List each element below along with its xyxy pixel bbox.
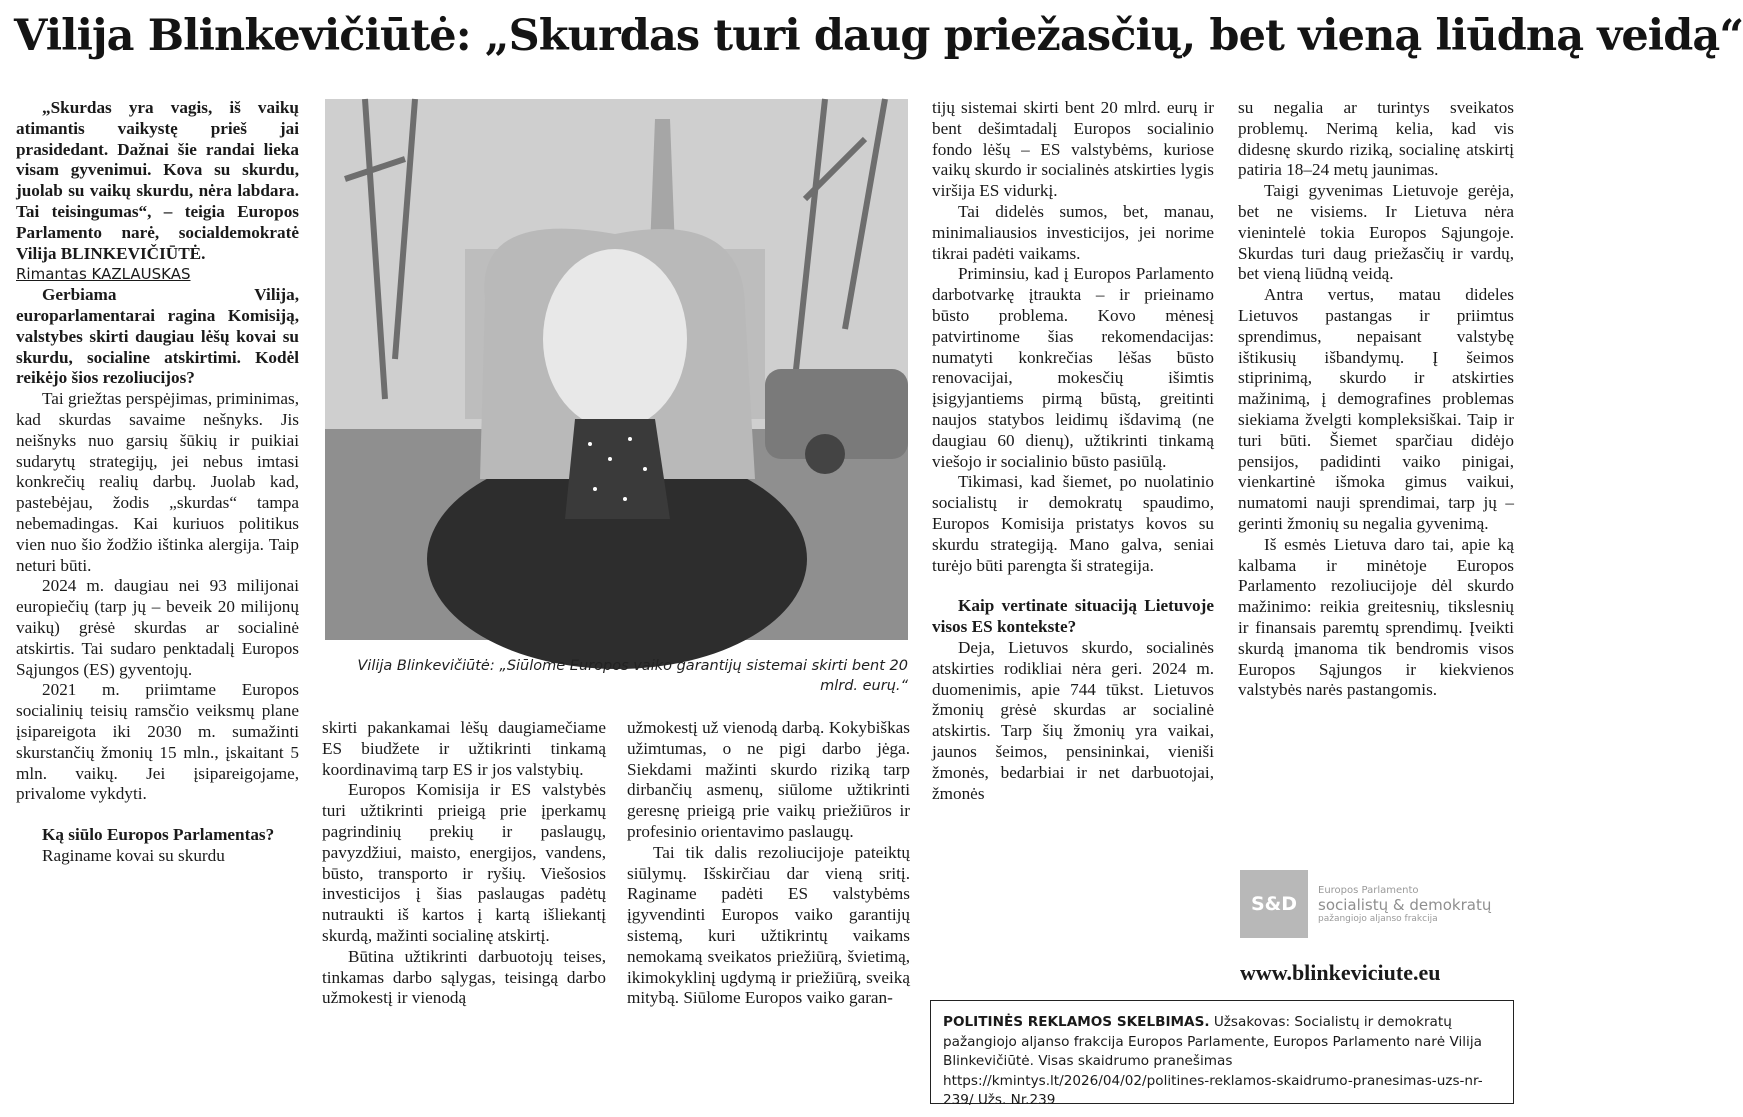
paragraph: 2024 m. daugiau nei 93 milijonai europiečių (tarp jų – beveik 20 milijonų vaikų) grėsė skurdas ar socialinė atskirtis. Tai sudaro penktadalį Europos Sąjungos (ES) gyventojų.: [16, 576, 299, 679]
paragraph: Būtina užtikrinti darbuotojų teises, tinkamas darbo sąlygas, teisingą darbo užmokestį ir vienodą: [322, 946, 606, 1008]
paragraph: Iš esmės Lietuva daro tai, apie ką kalbama ir minėtoje Europos Parlamento rezoliucijoje dėl skurdo mažinimo: reikia greitesnių, tikslesnių ir finansais paremtų sprendimų. Įveikti skurdą įmanoma tik bendromis visos Europos Sąjungos ir kiekvienos valstybės narės pastangomis.: [1238, 534, 1514, 700]
ad-text: Užsakovas: Socialistų ir demokratų pažangiojo aljanso frakcija Europos Parlamente, Europos Parlamento narė Vilija Blinkevičiūtė. Visas skaidrumo pranešimas https://kmintys.lt/2026/04/02/politines-reklamos-skaidrumo-pranesimas-uzs-nr-239/ Užs. Nr.239: [943, 1014, 1483, 1108]
paragraph: su negalia ar turintys sveikatos problemų. Nerimą kelia, kad vis didesnę skurdo riziką, socialinę atskirtį patiria 18–24 metų jaunimas.: [1238, 98, 1514, 180]
question-3: Kaip vertinate situaciją Lietuvoje visos ES kontekste?: [932, 596, 1214, 637]
column-2: [322, 718, 606, 1009]
paragraph: skirti pakankamai lėšų daugiamečiame ES biudžete ir užtikrinti tinkamą koordinavimą tarp ES ir jos valstybių.: [322, 718, 606, 779]
paragraph: Antra vertus, matau dideles Lietuvos pastangas ir priimtus sprendimus, nepaisant valstybę ištikusių išbandymų. Į šeimos stiprinimą, skurdo ir atskirties mažinimą, į demografines problemas siekiama žvelgti kompleksiškai. Taip ir turi būti. Šiemet sparčiau didėjo pensijos, padidinti vaiko pinigai, vienkartinė išmoka gimus vaikui, numatomi nauji sprendimai, tarp jų – gerinti žmonių su negalia gyvenimą.: [1238, 285, 1514, 533]
headline: Vilija Blinkevičiūtė: „Skurdas turi daug priežasčių, bet vieną liūdną veidą“: [14, 11, 1743, 61]
sd-logo-text: [1318, 885, 1491, 924]
column-3: [627, 718, 910, 1009]
lead-paragraph: „Skurdas yra vagis, iš vaikų atimantis vaikystę prieš jai prasidedant. Dažnai šie randai lieka visam gyvenimui. Kova su skurdu, juolab su vaikų skurdu, nėra labdara. Tai teisingumas“, – teigia Europos Parlamento narė, socialdemokratė Vilija BLINKEVIČIŪTĖ.: [16, 98, 299, 263]
logo-line-2: socialistų & demokratų: [1318, 895, 1492, 914]
paragraph: Tai griežtas perspėjimas, priminimas, kad skurdas savaime nešnyks. Jis neišnyks nuo garsių šūkių ir puikiai sudarytų strategijų, jei nebus imtasi konkrečių realių darbų. Juolab kad, pastebėjau, žodis „skurdas“ tampa nebemadingas. Kai kuriuos politikus vien nuo šio žodžio ištinka alergija. Taip neturi būti.: [16, 389, 300, 575]
paragraph: Europos Komisija ir ES valstybės turi užtikrinti prieigą prie įperkamų pagrindinių prekių ir paslaugų, pavyzdžiui, maisto, energijos, vandens, būsto, transporto ir ryšių. Viešosios investicijos į šias paslaugas padėtų nutraukti iš kartos į kartą išliekantį skurdą, mažinti socialinę atskirtį.: [322, 780, 606, 945]
website-link[interactable]: www.blinkeviciute.eu: [1240, 960, 1441, 985]
paragraph: Tai tik dalis rezoliucijoje pateiktų siūlymų. Išskirčiau dar vieną sritį. Raginame padėti ES valstybėms įgyvendinti Europos vaiko garantijų sistemą, kuri užtikrintų vaikams nemokamą sveikatos priežiūrą, švietimą, ikimokyklinį ugdymą ir priežiūrą, sveiką mitybą. Siūlome Europos vaiko garan-: [627, 842, 910, 1008]
paragraph: Deja, Lietuvos skurdo, socialinės atskirties rodikliai nėra geri. 2024 m. duomenimis, apie 744 tūkst. Lietuvos žmonių grėsė skurdas ar socialinė atskirtis. Tarp šių žmonių yra vaikai, jaunos šeimos, pensininkai, vieniši žmonės, bedarbiai ir net darbuotojai, žmonės: [932, 637, 1214, 803]
column-4: [932, 98, 1214, 804]
question-1: Gerbiama Vilija, europarlamentarai ragina Komisiją, valstybes skirti daugiau lėšų kovai su skurdu, socialine atskirtimi. Kodėl reikėjo šios rezoliucijos?: [16, 285, 299, 388]
portrait-illustration: [325, 99, 908, 640]
paragraph: Priminsiu, kad į Europos Parlamento darbotvarkę įtraukta – ir prieinamo būsto problema. Kovo mėnesį patvirtinome šias rekomendacijas: numatyti konkrečias lėšas būsto renovacijai, mokesčių išimtis įsigyjantiems pirmą būstą, greitinti naujos statybos leidimų išdavimą (ne daugiau 60 dienų), užtikrinti tinkamą viešojo ir socialinio būsto pasiūlą.: [932, 264, 1214, 471]
logo-line-3: pažangiojo aljanso frakcija: [1318, 913, 1438, 924]
column-5: [1238, 98, 1514, 701]
question-2: Ką siūlo Europos Parlamentas?: [42, 825, 275, 845]
paragraph: tijų sistemai skirti bent 20 mlrd. eurų ir bent dešimtadalį Europos socialinio fondo lėšų – ES valstybėms, kuriose vaikų skurdo ir socialinės atskirties lygis viršija ES vidurkį.: [932, 98, 1214, 201]
column-1: [16, 98, 299, 867]
photo-caption: Vilija Blinkevičiūtė: „Siūlome Europos vaiko garantijų sistemai skirti bent 20 mlrd. eurų.“: [357, 658, 908, 694]
byline: Rimantas KAZLAUSKAS: [16, 265, 191, 284]
paragraph: Tikimasi, kad šiemet, po nuolatinio socialistų ir demokratų spaudimo, Europos Komisija pristatys kovos su skurdu strategiją. Mano galva, seniai turėjo būti parengta ši strategija.: [932, 472, 1214, 575]
logo-line-1: Europos Parlamento: [1318, 884, 1419, 896]
paragraph: Raginame kovai su skurdu: [42, 845, 225, 865]
sd-logo-icon: S&D: [1240, 870, 1308, 938]
portrait-photo: [325, 99, 908, 640]
paragraph: Tai didelės sumos, bet, manau, minimaliausios investicijos, jei norime tikrai padėti vaikams.: [932, 201, 1214, 263]
sd-logo-block: [1240, 865, 1515, 943]
paragraph: 2021 m. priimtame Europos socialinių teisių ramsčio veiksmų plane įsipareigota iki 2030 m. sumažinti skurstančių žmonių 15 mln., įskaitant 5 mln. vaikų. Jei įsipareigojame, privalome vykdyti.: [16, 680, 299, 804]
ad-label: POLITINĖS REKLAMOS SKELBIMAS.: [943, 1014, 1210, 1030]
paragraph: užmokestį už vienodą darbą. Kokybiškas užimtumas, o ne pigi darbo jėga. Siekdami mažinti skurdo riziką tarp dirbančių asmenų, siūlome užtikrinti geresnę prieigą prie vaikų priežiūros ir profesinio orientavimo paslaugų.: [627, 718, 910, 841]
political-ad-notice: [930, 1000, 1514, 1108]
paragraph: Taigi gyvenimas Lietuvoje gerėja, bet ne visiems. Ir Lietuva nėra vienintelė tokia Europos Sąjungoje. Skurdas turi daug priežasčių ir vardų, bet vieną liūdną veidą.: [1238, 181, 1514, 284]
